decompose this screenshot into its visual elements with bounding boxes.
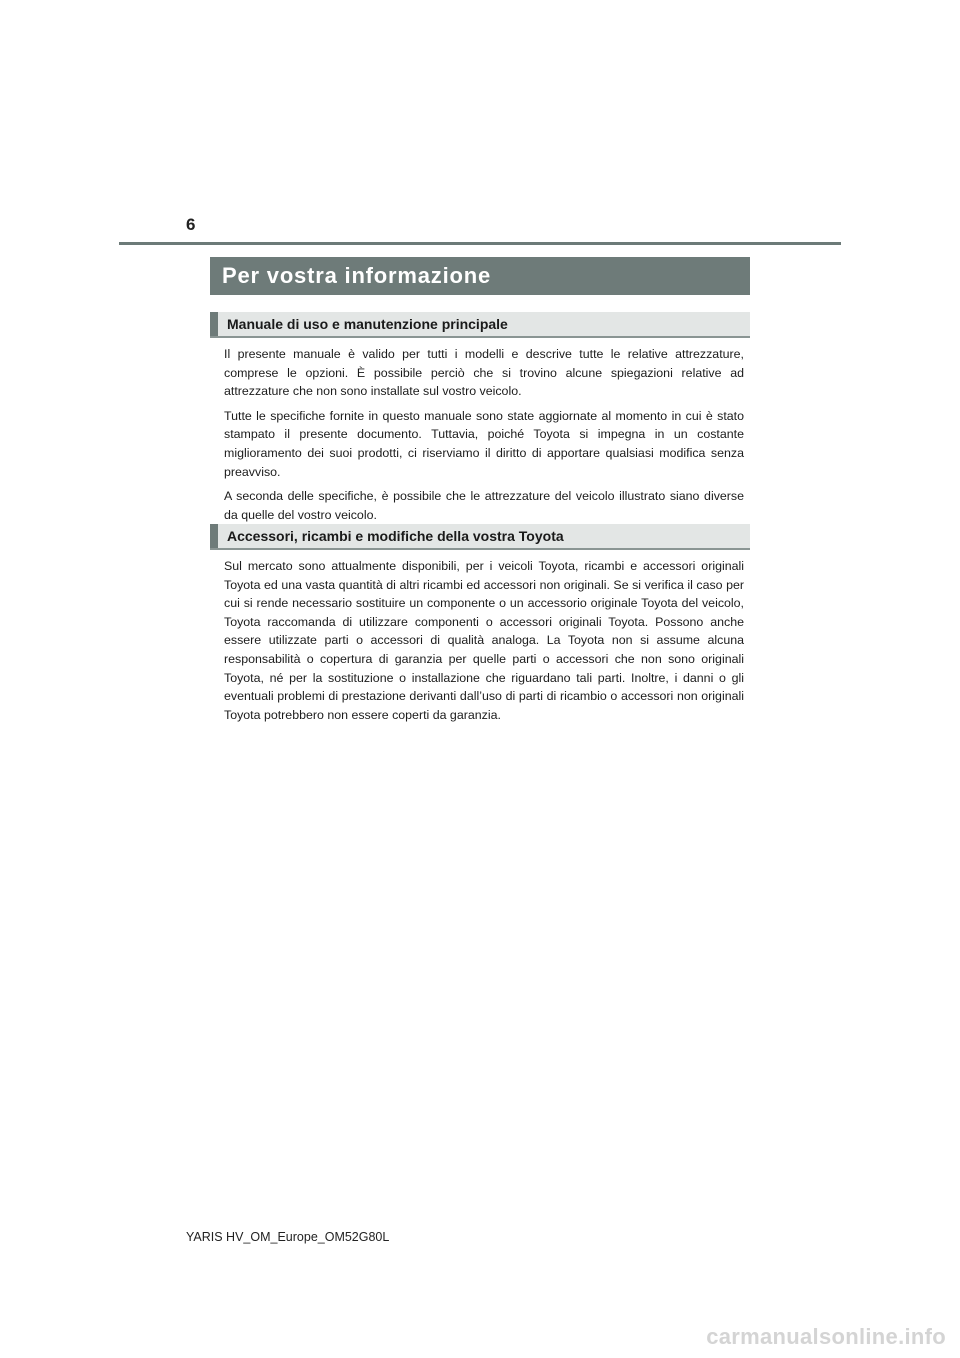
main-title-bar [210, 257, 750, 295]
watermark: carmanualsonline.info [706, 1324, 946, 1349]
section-body-accessories [224, 557, 744, 730]
main-title: Per vostra informazione [222, 263, 492, 288]
section-title: Accessori, ricambi e modifiche della vostra Toyota [227, 528, 564, 544]
paragraph: A seconda delle specifiche, è possibile che le attrezzature del veicolo illustrato siano diverse da quelle del vostro veicolo. [224, 489, 744, 522]
paragraph: Tutte le specifiche fornite in questo manuale sono state aggiornate al momento in cui è stato stampato il presente documento. Tuttavia, poiché Toyota si impegna in un costante miglioramento dei suoi prodotti, ci riserviamo il diritto di apportare qualsiasi modifica senza preavviso. [224, 408, 744, 479]
paragraph: Il presente manuale è valido per tutti i modelli e descrive tutte le relative attrezzature, comprese le opzioni. È possibile perciò che si trovino alcune spiegazioni relative ad attrezzature che non sono installate sul vostro veicolo. [224, 347, 744, 399]
section-body-manual [224, 345, 744, 530]
section-accent [210, 524, 218, 548]
paragraph: Sul mercato sono attualmente disponibili, per i veicoli Toyota, ricambi e accessori originali Toyota ed una vasta quantità di altri ricambi ed accessori non originali. Se si verifica il caso per cui si rende necessario sostituire un componente o un accessorio originale Toyota del veicolo, Toyota raccomanda di utilizzare componenti o accessori originali Toyota. Possono anche essere utilizzate parti o accessori di qualità analoga. La Toyota non si assume alcuna responsabilità o copertura di garanzia per quelle parti o accessori che non sono originali Toyota, né per la sostituzione o installazione che riguardano tali parti. Inoltre, i danni o gli eventuali problemi di prestazione derivanti dall’uso di parti di ricambio o accessori non originali Toyota potrebbero non essere coperti da garanzia. [224, 559, 744, 722]
document-code: YARIS HV_OM_Europe_OM52G80L [186, 1230, 390, 1244]
section-title: Manuale di uso e manutenzione principale [227, 316, 508, 332]
section-heading-accessories [210, 524, 750, 550]
section-heading-manual [210, 312, 750, 338]
section-accent [210, 312, 218, 336]
page-number: 6 [186, 215, 196, 234]
header-rule [119, 242, 841, 245]
